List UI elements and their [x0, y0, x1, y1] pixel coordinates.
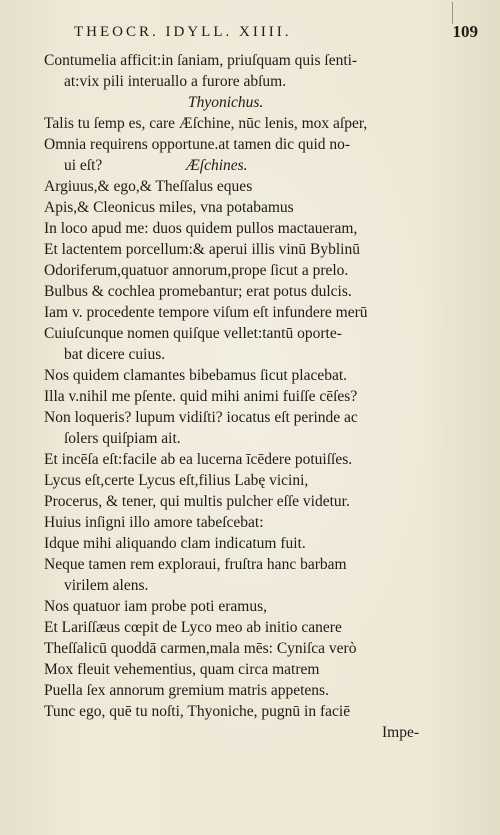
text-line: Nos quidem clamantes bibebamus ſicut placebat.: [44, 367, 348, 384]
text-line: Neque tamen rem exploraui, fruſtra hanc barbam: [44, 556, 347, 573]
text-line: Non loqueris? lupum vidiſti? iocatus eſt perinde ac: [44, 409, 358, 426]
page-header: [74, 22, 478, 46]
text-line: Procerus, & tener, qui multis pulcher eſſe videtur.: [44, 493, 350, 510]
text-line: Tunc ego, quē tu noſti, Thyoniche, pugnū in faciē: [44, 703, 351, 720]
text-line: Argiuus,& ego,& Theſſalus eques: [44, 178, 253, 195]
text-line: Talis tu ſemp es, care Æſchine, nūc lenis, mox aſper,: [44, 115, 368, 132]
page-number: 109: [452, 22, 478, 41]
text-line: Huius inſigni illo amore tabeſcebat:: [44, 514, 264, 531]
text-line: Cuiuſcunque nomen quiſque vellet:tantū oporte-: [44, 325, 342, 342]
text-line: Theſſalicū quoddā carmen,mala mēs: Cyniſca verò: [44, 640, 357, 657]
text-line: virilem alens.: [64, 577, 149, 594]
text-line: Illa v.nihil me pſente. quid mihi animi fuiſſe cēſes?: [44, 388, 358, 405]
text-line: Idque mihi aliquando clam indicatum fuit.: [44, 535, 306, 552]
text-line: Apis,& Cleonicus miles, vna potabamus: [44, 199, 294, 216]
text-line: bat dicere cuius.: [64, 346, 166, 363]
text-line: ſolers quiſpiam ait.: [64, 430, 181, 447]
text-line: Iam v. procedente tempore viſum eſt infundere merū: [44, 304, 368, 321]
text-line: at:vix pili interuallo a furore abſum.: [64, 73, 287, 90]
text-line: Omnia requirens opportune.at tamen dic quid no-: [44, 136, 351, 153]
gutter-mark: [452, 2, 453, 24]
text-line: Odoriferum,quatuor annorum,prope ſicut a prelo.: [44, 262, 349, 279]
text-line: Lycus eſt,certe Lycus eſt,filius Labę vicini,: [44, 472, 309, 489]
text-line: Bulbus & cochlea promebantur; erat potus dulcis.: [44, 283, 352, 300]
running-head: THEOCR. IDYLL. XIIII.: [74, 24, 292, 40]
speaker-label: Æſchines.: [186, 157, 248, 174]
text-line: Et lactentem porcellum:& aperui illis vinū Byblinū: [44, 241, 360, 258]
text-line: Contumelia afficit:in ſaniam, priuſquam quis ſenti-: [44, 52, 358, 69]
speaker-label: Thyonichus.: [188, 94, 264, 111]
text-line: Puella ſex annorum gremium matris appetens.: [44, 682, 329, 699]
text-line: ui eſt?: [64, 157, 103, 174]
text-line: In loco apud me: duos quidem pullos mactaueram,: [44, 220, 358, 237]
text-line: Nos quatuor iam probe poti eramus,: [44, 598, 267, 615]
catchword: Impe-: [382, 724, 420, 741]
text-line: Mox fleuit vehementius, quam circa matrem: [44, 661, 320, 678]
text-line: Et Lariſſæus cœpit de Lyco meo ab initio canere: [44, 619, 342, 636]
text-line: Et incēſa eſt:facile ab ea lucerna īcēdere potuiſſes.: [44, 451, 353, 468]
